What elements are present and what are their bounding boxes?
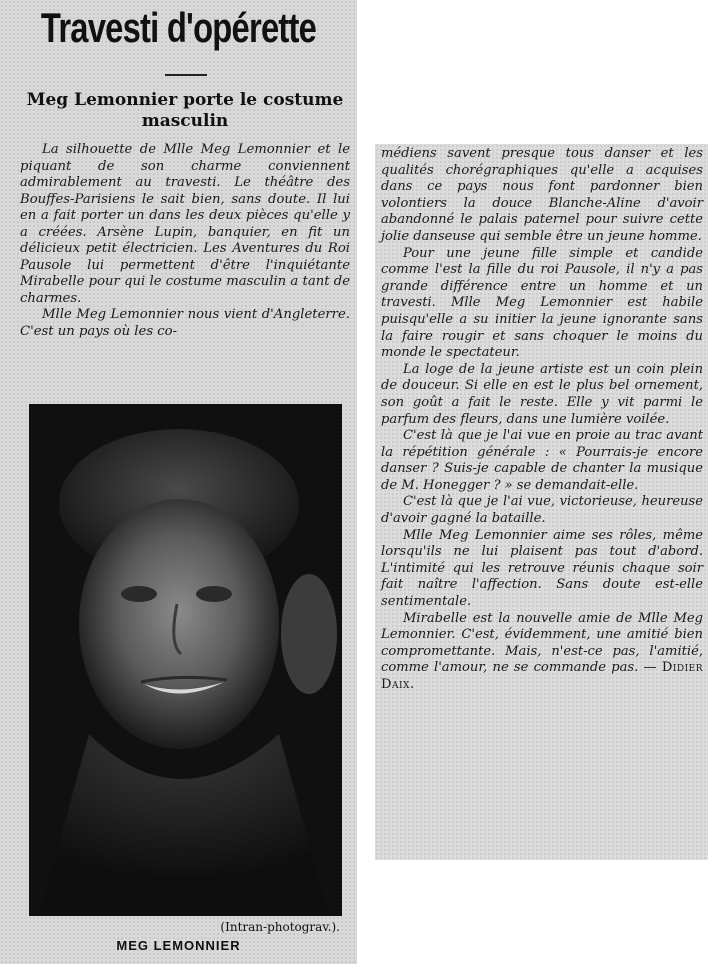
left-column-text (20, 142, 350, 340)
right-column-text (381, 146, 703, 694)
photo-caption: MEG LEMONNIER (116, 938, 241, 953)
final-paragraph (381, 611, 703, 694)
paragraph: C'est là que je l'ai vue en proie au trac avant la répétition générale : « Pourrais-je encore danser ? Suis-je capable de chanter la musique de M. Honegger ? » se demandait-elle. (381, 428, 703, 493)
paragraph: Mlle Meg Lemonnier nous vient d'Angleterre. C'est un pays où les co- (20, 307, 350, 339)
headline-divider (165, 74, 207, 76)
photo-credit: (Intran-photograv.). (220, 920, 340, 934)
article-subhead: Meg Lemonnier porte le costume masculin (26, 90, 344, 131)
article-headline: Travesti d'opérette (40, 4, 317, 51)
paragraph: Pour une jeune fille simple et candide comme l'est la fille du roi Pausole, il n'y a pas grande différence entre un homme et un travesti. Mlle Meg Lemonnier est habile puisqu'elle a su initier la jeune ignorante sans la faire rougir et sans choquer le moins du monde le spectateur. (381, 245, 703, 361)
paragraph: La loge de la jeune artiste est un coin plein de douceur. Si elle en est le plus bel ornement, son goût a fait le reste. Elle y vit parmi le parfum des fleurs, dans une lumière voilée. (381, 361, 703, 427)
paragraph-continuation: médiens savent presque tous danser et les qualités chorégraphiques qu'elle a acquises dans ce pays nous font pardonner bien volontiers la douce Blanche-Aline d'avoir abandonné le palais paternel pour suivre cette jolie danseuse qui semble être un jeune homme. (381, 146, 703, 244)
author-signature: Didier Daix. (381, 660, 703, 692)
paragraph: La silhouette de Mlle Meg Lemonnier et le piquant de son charme conviennent admirablement au travesti. Le théâtre des Bouffes-Parisiens le sait bien, sans doute. Il lui en a fait porter un dans les deux pièces qu'elle y a créées. Arsène Lupin, banquier, en fit un délicieux petit électricien. Les Aventures du Roi Pausole lui permettent d'être l'inquiétante Mirabelle pour qui le costume masculin a tant de charmes. (20, 142, 350, 306)
portrait-photo (29, 404, 342, 916)
paragraph: C'est là que je l'ai vue, victorieuse, heureuse d'avoir gagné la bataille. (381, 494, 703, 527)
final-paragraph-text: Mirabelle est la nouvelle amie de Mlle Meg Lemonnier. C'est, évidemment, une amitié bien compromettante. Mais, n'est-ce pas, l'amitié, comme l'amour, ne se commande pas. — (381, 610, 703, 676)
portrait-illustration (29, 404, 342, 916)
paragraph: Mlle Meg Lemonnier aime ses rôles, même lorsqu'ils ne lui plaisent pas tout d'abord. L'intimité qui les retrouve réunis chaque soir fait naître l'affection. Sans doute est-elle sentimentale. (381, 527, 703, 610)
